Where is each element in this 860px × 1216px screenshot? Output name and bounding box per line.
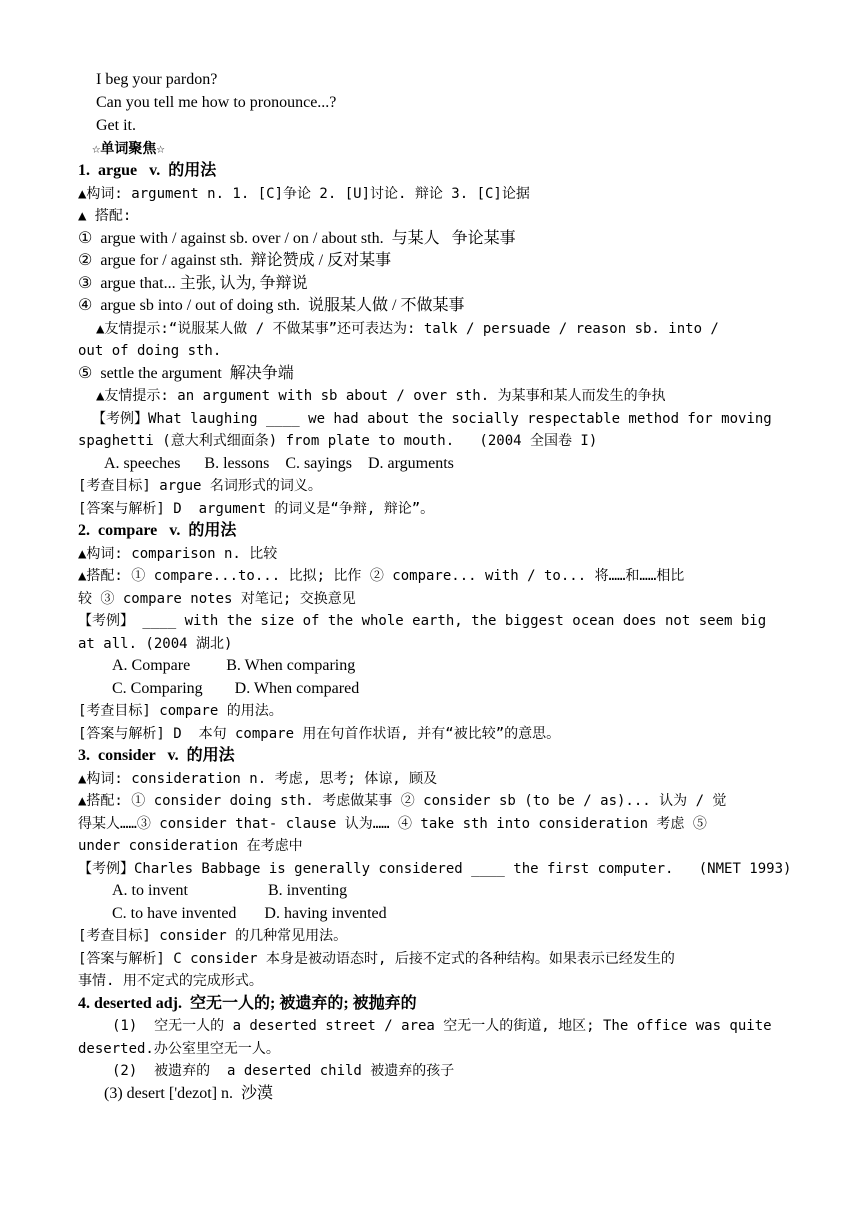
answer-options: C. Comparing D. When compared (112, 680, 360, 697)
text-line: ② argue for / against sth. 辩论赞成 / 反对某事 (78, 252, 392, 269)
text-line: Get it. (96, 117, 136, 134)
entry-heading: 3. consider v. 的用法 (78, 747, 235, 764)
answer-options: A. speeches B. lessons C. sayings D. arguments (104, 455, 454, 472)
text-line: [考查目标] compare 的用法。 (78, 703, 283, 719)
entry-heading: 1. argue v. 的用法 (78, 162, 217, 179)
entry-heading: 4. deserted adj. 空无一人的; 被遗弃的; 被抛弃的 (78, 995, 417, 1012)
answer-options: A. Compare B. When comparing (112, 657, 356, 674)
text-line: 【考例】 ____ with the size of the whole earth, the biggest ocean does not seem big (78, 613, 767, 629)
entry-heading: 2. compare v. 的用法 (78, 522, 237, 539)
text-line: (2) 被遗弃的 a deserted child 被遗弃的孩子 (112, 1063, 455, 1079)
text-line: deserted.办公室里空无一人。 (78, 1041, 280, 1057)
text-line: ▲ 搭配: (78, 208, 132, 224)
text-line: [答案与解析] D 本句 compare 用在句首作状语, 并有“被比较”的意思。 (78, 726, 561, 742)
text-line: 较 ③ compare notes 对笔记; 交换意见 (78, 591, 356, 607)
answer-options: A. to invent B. inventing (112, 882, 348, 899)
text-line: ① argue with / against sb. over / on / about sth. 与某人 争论某事 (78, 230, 516, 247)
text-line: ④ argue sb into / out of doing sth. 说服某人做 / 不做某事 (78, 297, 465, 314)
text-line: ③ argue that... 主张, 认为, 争辩说 (78, 275, 308, 292)
text-line: [考查目标] argue 名词形式的词义。 (78, 478, 322, 494)
text-line: [考查目标] consider 的几种常见用法。 (78, 928, 348, 944)
text-line: ▲友情提示:“说服某人做 / 不做某事”还可表达为: talk / persuade / reason sb. into / (96, 321, 719, 337)
text-line: [答案与解析] C consider 本身是被动语态时, 后接不定式的各种结构。如果表示已经发生的 (78, 951, 675, 967)
answer-options: C. to have invented D. having invented (112, 905, 387, 922)
text-line: ⑤ settle the argument 解决争端 (78, 365, 294, 382)
text-line: at all. (2004 湖北) (78, 636, 233, 652)
text-line: 得某人……③ consider that- clause 认为…… ④ take sth into consideration 考虑 ⑤ (78, 816, 707, 832)
text-line: I beg your pardon? (96, 71, 218, 88)
text-line: ▲构词: argument n. 1. [C]争论 2. [U]讨论. 辩论 3. [C]论据 (78, 186, 530, 202)
text-line: Can you tell me how to pronounce...? (96, 94, 337, 111)
text-line: 【考例】What laughing ____ we had about the socially respectable method for moving (92, 411, 772, 427)
text-line: ▲友情提示: an argument with sb about / over sth. 为某事和某人而发生的争执 (96, 388, 666, 404)
text-line: ▲构词: comparison n. 比较 (78, 546, 278, 562)
text-line: (3) desert ['dezot] n. 沙漠 (104, 1085, 274, 1102)
text-line: [答案与解析] D argument 的词义是“争辩, 辩论”。 (78, 501, 435, 517)
section-heading: ☆单词聚焦☆ (92, 141, 165, 157)
text-line: ▲构词: consideration n. 考虑, 思考; 体谅, 顾及 (78, 771, 438, 787)
text-line: 事情. 用不定式的完成形式。 (78, 973, 263, 989)
text-line: out of doing sth. (78, 343, 222, 359)
text-line: ▲搭配: ① consider doing sth. 考虑做某事 ② consider sb (to be / as)... 认为 / 觉 (78, 793, 727, 809)
text-line: spaghetti (意大利式细面条) from plate to mouth. (2004 全国卷 I) (78, 433, 598, 449)
text-line: 【考例】Charles Babbage is generally considered ____ the first computer. (NMET 1993) (78, 861, 792, 877)
text-line: (1) 空无一人的 a deserted street / area 空无一人的街道, 地区; The office was quite (112, 1018, 772, 1034)
text-line: ▲搭配: ① compare...to... 比拟; 比作 ② compare... with / to... 将……和……相比 (78, 568, 685, 584)
text-line: under consideration 在考虑中 (78, 838, 303, 854)
